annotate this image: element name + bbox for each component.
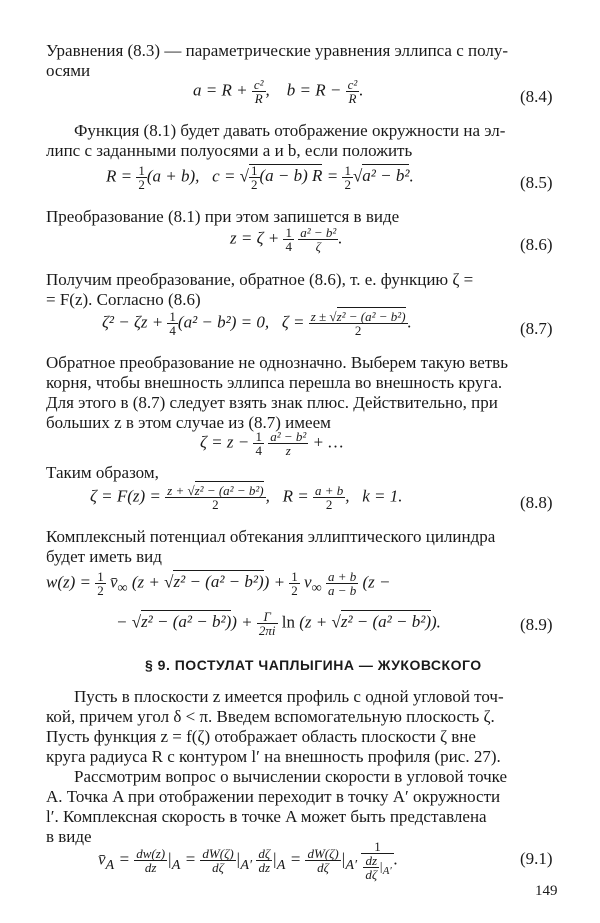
text-line: Пусть в плоскости z имеется профиль с одной угловой точ- <box>74 687 504 706</box>
text-line: = F(z). Согласно (8.6) <box>46 290 201 309</box>
text-line: круга радиуса R с контуром l′ на внешность профиля (рис. 27). <box>46 747 501 766</box>
equation-8-6: z = ζ + $\frac{1}{4}$ $\frac{\text{a² − b²}}{\zeta}$ . <box>230 225 343 254</box>
equation-number: (8.9) <box>520 615 553 634</box>
text-line: больших z в этом случае из (8.7) имеем <box>46 413 331 432</box>
text-line: Таким образом, <box>46 463 159 482</box>
equation-8-4: a = R + $\frac{\text{c²}}{R}$ , b = R − $\frac{\text{c²}}{R}$ . <box>193 77 364 106</box>
text-line: Пусть функция z = f(ζ) отображает область плоскости ζ вне <box>46 727 476 746</box>
text-line: в виде <box>46 827 92 846</box>
equation-8-9-line-2: − √z² − (a² − b²)) + $\frac{\Gamma}{2\pi i}$ ln (z + √z² − (a² − b²)). <box>116 609 441 638</box>
text-line: Комплексный потенциал обтекания эллиптического цилиндра <box>46 527 496 546</box>
text-line: A. Точка A при отображении переходит в точку A′ окружности <box>46 787 501 806</box>
equation-number: (8.5) <box>520 173 553 192</box>
text-line: Для этого в (8.7) следует взять знак плюс. Действительно, при <box>46 393 498 412</box>
text-line: Преобразование (8.1) при этом запишется в виде <box>46 207 400 226</box>
text-line: Обратное преобразование не однозначно. Выберем такую ветвь <box>46 353 508 372</box>
equation-number: (9.1) <box>520 849 553 868</box>
text-line: Получим преобразование, обратное (8.6), т. е. функцию ζ = <box>46 270 474 289</box>
equation-number: (8.8) <box>520 493 553 512</box>
text-line: Функция (8.1) будет давать отображение окружности на эл- <box>74 121 506 140</box>
equation-number: (8.7) <box>520 319 553 338</box>
equation-number: (8.6) <box>520 235 553 254</box>
text-line: будет иметь вид <box>46 547 162 566</box>
equation-8-5: R = $\frac{1}{2}$ (a + b), c = √ $\frac{1}{2}$ (a − b) R = $\frac{1}{2}$ √a² − b². <box>106 163 414 192</box>
equation-expansion: ζ = z − $\frac{1}{4}$ $\frac{\text{a² − b²}}{z}$ + … <box>200 429 344 458</box>
section-heading: § 9. ПОСТУЛАТ ЧАПЛЫГИНА — ЖУКОВСКОГО <box>145 657 482 673</box>
equation-8-7: ζ² − ζz + $\frac{1}{4}$ (a² − b²) = 0, ζ = $\frac{\text{z ± √z² − (a² − b²)}}{2}$ . <box>102 309 412 338</box>
text-line: Уравнения (8.3) — параметрические уравнения эллипса с полу- <box>46 41 509 60</box>
equation-9-1: $v̄_A$ = $\frac{dw(z)}{dz}$ $|_A$ = $\frac{dW(\zeta)}{d\zeta}$ $|_{A'}$ $\frac{d\zeta}{dz}$ $|_A$ = $\frac{dW(\zeta)}{d\zeta}$ $|_{A'}$ 1 $\frac{dz}{d\zeta}$ $|_{A'}$ . <box>98 839 398 882</box>
equation-8-8: ζ = F(z) = $\frac{\text{z + √z² − (a² − b²)}}{2}$ , R = $\frac{a + b}{2}$ , k = 1. <box>90 483 403 512</box>
text-line: корня, чтобы внешность эллипса перешла во внешность круга. <box>46 373 503 392</box>
equation-8-9-line-1: w(z) = $\frac{1}{2}$ $v̄_\infty$ (z + √z² − (a² − b²)) + $\frac{1}{2}$ $v_\infty$ $\frac{a + b}{a - b}$ (z − <box>46 569 391 598</box>
page-number: 149 <box>535 883 558 899</box>
text-line: l′. Комплексная скорость в точке A может быть представлена <box>46 807 487 826</box>
text-line: липс с заданными полуосями a и b, если положить <box>46 141 413 160</box>
equation-number: (8.4) <box>520 87 553 106</box>
text-line: кой, причем угол δ < π. Введем вспомогательную плоскость ζ. <box>46 707 495 726</box>
text-line: осями <box>46 61 91 80</box>
text-line: Рассмотрим вопрос о вычислении скорости в угловой точке <box>74 767 508 786</box>
